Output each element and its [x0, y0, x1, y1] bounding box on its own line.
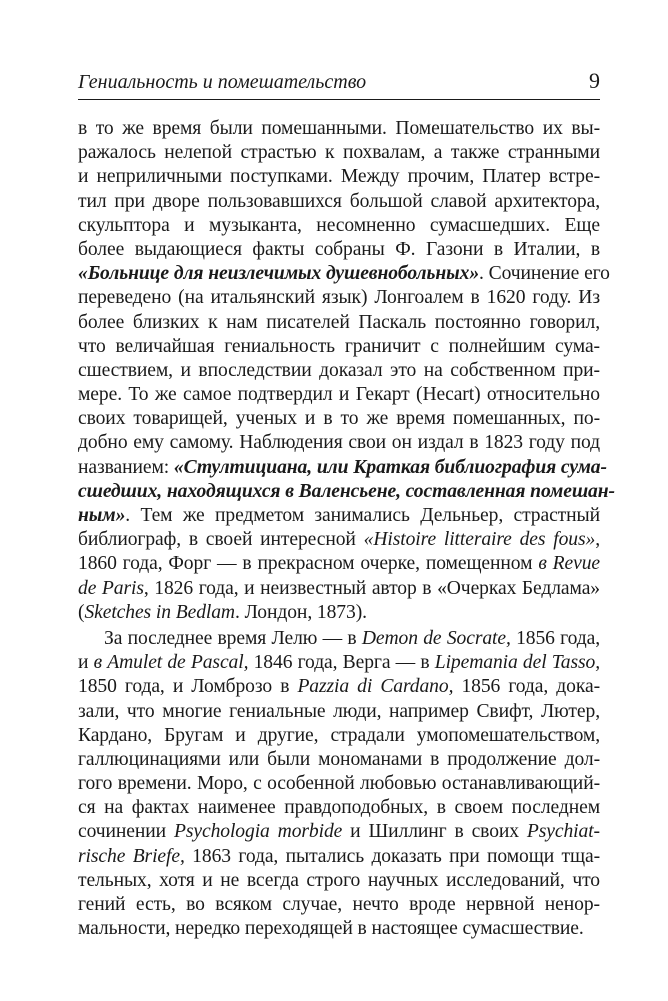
text-line: сшествием, и впоследствии доказал это на собственном при-	[78, 359, 600, 381]
text-line: более близких к нам писателей Паскаль постоянно говорил,	[78, 311, 600, 333]
text-line: тельных, хотя и не всегда строго научных исследований, что	[78, 869, 600, 891]
book-title: Psychiat-	[526, 821, 600, 843]
text-line: мере. То же самое подтвердил и Гекарт (Hecart) относительно	[78, 384, 600, 406]
text-line: гений есть, во всяком случае, нечто вроде нервной ненор-	[78, 894, 600, 915]
text-line: rische Briefe, 1863 года, пытались доказать при помощи тща-	[78, 845, 600, 867]
text-line: (Sketches in Bedlam. Лондон, 1873).	[78, 601, 367, 623]
book-title: Sketches in Bedlam	[84, 601, 235, 623]
book-title: «Histoire litteraire des fous»	[363, 529, 596, 551]
book-title: «Стултициана, или Краткая библиография сума-	[173, 456, 607, 478]
text-line: переведено (на итальянский язык) Лонгоалем в 1620 году. Из	[78, 287, 600, 309]
text-line: и неприличными поступками. Между прочим, Платер встре-	[78, 166, 600, 188]
journal-title: de Paris	[78, 577, 144, 599]
book-title: ным»	[78, 505, 126, 526]
text-line: de Paris, 1826 года, и неизвестный автор в «Очерках Бедлама»	[78, 577, 600, 599]
text-line: 1860 года, Форг — в прекрасном очерке, помещенном в Revue	[78, 553, 600, 575]
text-line: скульптора и музыканта, несомненно сумасшедших. Еще	[78, 214, 600, 236]
text-line: 1850 года, и Ломброзо в Pazzia di Cardano, 1856 года, дока-	[78, 676, 600, 698]
running-title: Гениальность и помешательство	[78, 71, 367, 93]
text-line: названием: «Стултициана, или Краткая библиография сума-	[78, 456, 607, 478]
text-line: тил при дворе пользовавшихся большой славой архитектора,	[78, 190, 600, 212]
text-line: библиограф, в своей интересной «Histoire litteraire des fous»,	[78, 529, 600, 551]
text-line: более выдающиеся факты собраны Ф. Газони в Италии, в	[78, 238, 600, 260]
text-line: Кардано, Бругам и другие, страдали умопомешательством,	[78, 724, 600, 746]
text-line: гого времени. Моро, с особенной любовью останавливающий-	[78, 773, 600, 795]
running-head	[78, 70, 600, 96]
text-line: галлюцинациями или были мономанами в продолжение дол-	[78, 748, 600, 770]
text-line	[78, 480, 615, 504]
book-title: в Amulet de Pascal,	[93, 652, 249, 674]
text-line: зали, что многие гениальные люди, например Свифт, Лютер,	[78, 700, 600, 722]
text-line: ся на фактах наименее правдоподобных, в своем последнем	[78, 797, 600, 819]
text-line: сочинении Psychologia morbide и Шиллинг в своих Psychiat-	[78, 821, 600, 843]
body-text	[78, 117, 615, 941]
text-line: ражалось нелепой страстью к похвалам, а также странными	[78, 142, 600, 164]
header-rule	[78, 99, 600, 100]
text-line: За последнее время Лелю — в Demon de Socrate, 1856 года,	[104, 627, 600, 649]
text-line: в то же время были помешанными. Помешательство их вы-	[78, 118, 600, 139]
text-line: что величайшая гениальность граничит с полнейшим сума-	[78, 335, 600, 357]
text-line: и в Amulet de Pascal, 1846 года, Верга — в Lipemania del Tasso,	[78, 652, 600, 674]
book-title: Lipemania del Tasso,	[434, 652, 600, 674]
page-number: 9	[589, 68, 600, 93]
book-title: «Больнице для неизлечимых душевнобольных»	[78, 263, 480, 285]
book-title: Demon de Socrate,	[361, 627, 511, 649]
book-title: rische Briefe,	[78, 845, 185, 867]
book-title: Psychologia morbide	[173, 821, 343, 843]
text-line: мальности, нередко переходящей в настоящее сумасшествие.	[78, 918, 584, 940]
book-title: Pazzia di Cardano,	[297, 676, 454, 698]
book-title: сшедших, находящихся в Валенсьене, составленная помешан-	[78, 480, 615, 502]
text-line: своих товарищей, ученых и в то же время помешанных, по-	[78, 408, 600, 430]
text-line: «Больнице для неизлечимых душевнобольных». Сочинение его	[78, 263, 610, 285]
journal-title: в Revue	[538, 553, 600, 575]
text-line: добно ему самому. Наблюдения свои он издал в 1823 году под	[78, 432, 600, 454]
text-line: ным». Тем же предметом занимались Дельньер, страстный	[78, 505, 600, 526]
